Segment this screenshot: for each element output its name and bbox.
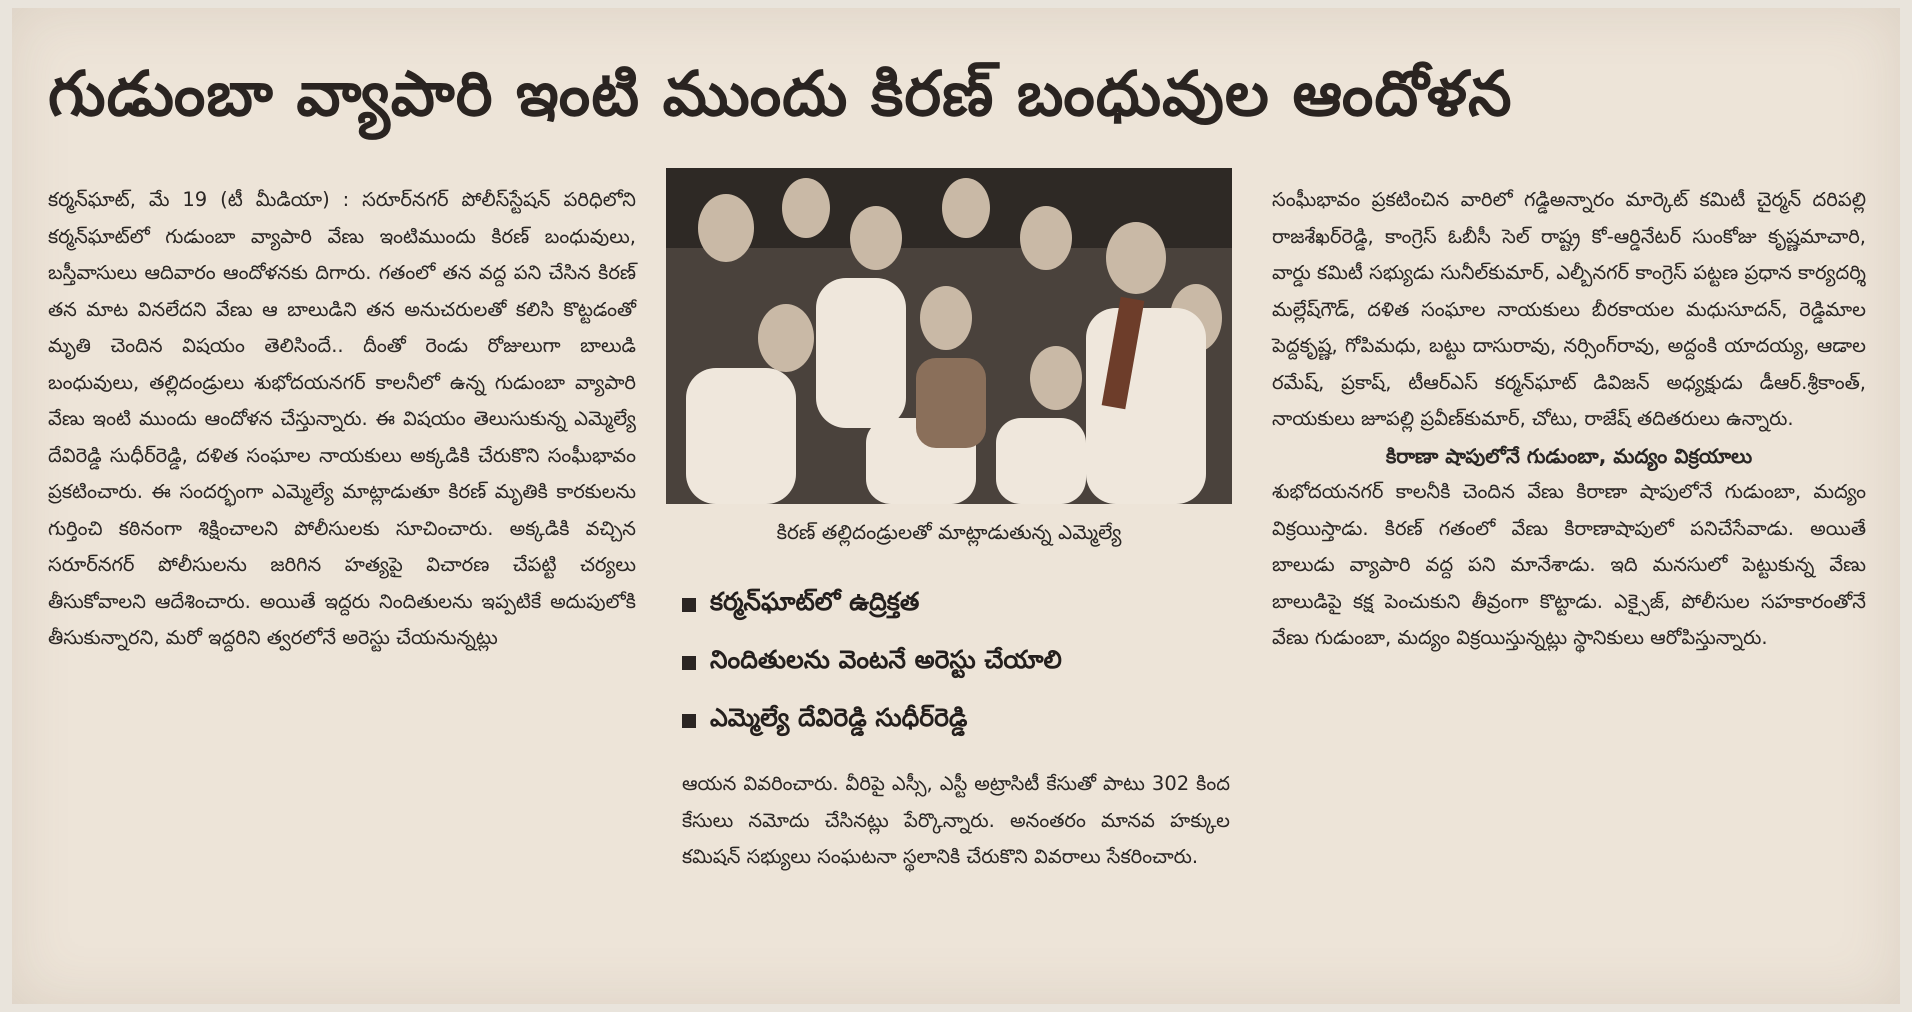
bullet-text: నిందితులను వెంటనే అరెస్టు చేయాలి [710,645,1062,674]
article-column-2 [682,766,1230,876]
column-3-text: సంఘీభావం ప్రకటించిన వారిలో గడ్డిఅన్నారం మార్కెట్ కమిటీ చైర్మన్ దరిపల్లి రాజశేఖర్‌రెడ్డి, కాంగ్రెస్ ఓబీసీ సెల్ రాష్ట్ర కో-ఆర్డినేటర్ సుంకోజు కృష్ణమాచారి, వార్డు కమిటీ సభ్యుడు సునీల్‌కుమార్, ఎల్బీనగర్ కాంగ్రెస్ పట్టణ ప్రధాన కార్యదర్శి మల్లేష్‌గౌడ్, దళిత సంఘాల నాయకులు బీరకాయల మధుసూదన్, రెడ్డిమాల పెద్దకృష్ణ, గోపిమధు, బట్టు దాసురావు, నర్సింగ్‌రావు, అద్దంకి యాదయ్య, ఆడాల రమేష్, ప్రకాష్, టీఆర్‌ఎస్ కర్మన్‌ఘాట్ డివిజన్ అధ్యక్షుడు డీఆర్.శ్రీకాంత్, నాయకులు జూపల్లి ప్రవీణ్‌కుమార్, చోటు, రాజేష్ తదితరులు ఉన్నారు. [1272,188,1866,430]
bullet-item [682,576,1242,634]
article-column-3 [1272,182,1866,657]
photo-caption: కిరణ్ తల్లిదండ్రులతో మాట్లాడుతున్న ఎమ్మెల్యే [776,520,1122,544]
square-bullet-icon [682,598,696,612]
bullet-item [682,692,1242,750]
bullet-item [682,634,1242,692]
column-3-text-2: శుభోదయనగర్ కాలనీకి చెందిన వేణు కిరాణా షాపులోనే గుడుంబా, మద్యం విక్రయిస్తాడు. కిరణ్ గతంలో వేణు కిరాణాషాపులో పనిచేసేవాడు. అయితే బాలుడు వ్యాపారి వద్ద పని మానేశాడు. ఇది మనసులో పెట్టుకున్న వేణు బాలుడిపై కక్ష పెంచుకుని తీవ్రంగా కొట్టాడు. ఎక్సైజ్, పోలీసుల సహకారంతోనే వేణు గుడుంబా, మద్యం విక్రయిస్తున్నట్లు స్థానికులు ఆరోపిస్తున్నారు. [1272,480,1866,649]
article-column-1 [48,182,636,657]
news-photo [666,168,1232,504]
highlight-bullets [682,576,1242,750]
crowd-photo-illustration [666,168,1232,504]
column-3-subhead: కిరాణా షాపులోనే గుడుంబా, మద్యం విక్రయాలు [1385,443,1753,468]
square-bullet-icon [682,656,696,670]
bullet-text: కర్మన్‌ఘాట్‌లో ఉద్రిక్తత [710,587,920,616]
square-bullet-icon [682,714,696,728]
column-2-text: ఆయన వివరించారు. వీరిపై ఎస్సీ, ఎస్టీ అట్రాసిటీ కేసుతో పాటు 302 కింద కేసులు నమోదు చేసినట్లు పేర్కొన్నారు. అనంతరం మానవ హక్కుల కమిషన్ సభ్యులు సంఘటనా స్థలానికి చేరుకొని వివరాలు సేకరించారు. [682,772,1230,868]
newspaper-clipping [12,8,1900,1004]
bullet-text: ఎమ్మెల్యే దేవిరెడ్డి సుధీర్‌రెడ్డి [710,703,968,732]
headline: గుడుంబా వ్యాపారి ఇంటి ముందు కిరణ్ బంధువుల ఆందోళన [48,57,1513,130]
column-1-text: కర్మన్‌ఘాట్, మే 19 (టీ మీడియా) : సరూర్‌నగర్ పోలీస్‌స్టేషన్ పరిధిలోని కర్మన్‌ఘాట్‌లో గుడుంబా వ్యాపారి వేణు ఇంటిముందు కిరణ్ బంధువులు, బస్తీవాసులు ఆదివారం ఆందోళనకు దిగారు. గతంలో తన వద్ద పని చేసిన కిరణ్ తన మాట వినలేదని వేణు ఆ బాలుడిని తన అనుచరులతో కలిసి కొట్టడంతో మృతి చెందిన విషయం తెలిసిందే.. దీంతో రెండు రోజులుగా బాలుడి బంధువులు, తల్లిదండ్రులు శుభోదయనగర్ కాలనీలో ఉన్న గుడుంబా వ్యాపారి వేణు ఇంటి ముందు ఆందోళన చేస్తున్నారు. ఈ విషయం తెలుసుకున్న ఎమ్మెల్యే దేవిరెడ్డి సుధీర్‌రెడ్డి, దళిత సంఘాల నాయకులు అక్కడికి చేరుకొని సంఘీభావం ప్రకటించారు. ఈ సందర్భంగా ఎమ్మెల్యే మాట్లాడుతూ కిరణ్ మృతికి కారకులను గుర్తించి కఠినంగా శిక్షించాలని పోలీసులకు సూచించారు. అక్కడికి వచ్చిన సరూర్‌నగర్ పోలీసులను జరిగిన హత్యపై విచారణ చేపట్టి చర్యలు తీసుకోవాలని ఆదేశించారు. అయితే ఇద్దరు నిందితులను ఇప్పటికే అదుపులోకి తీసుకున్నారని, మరో ఇద్దరిని త్వరలోనే అరెస్టు చేయనున్నట్లు [48,188,636,649]
